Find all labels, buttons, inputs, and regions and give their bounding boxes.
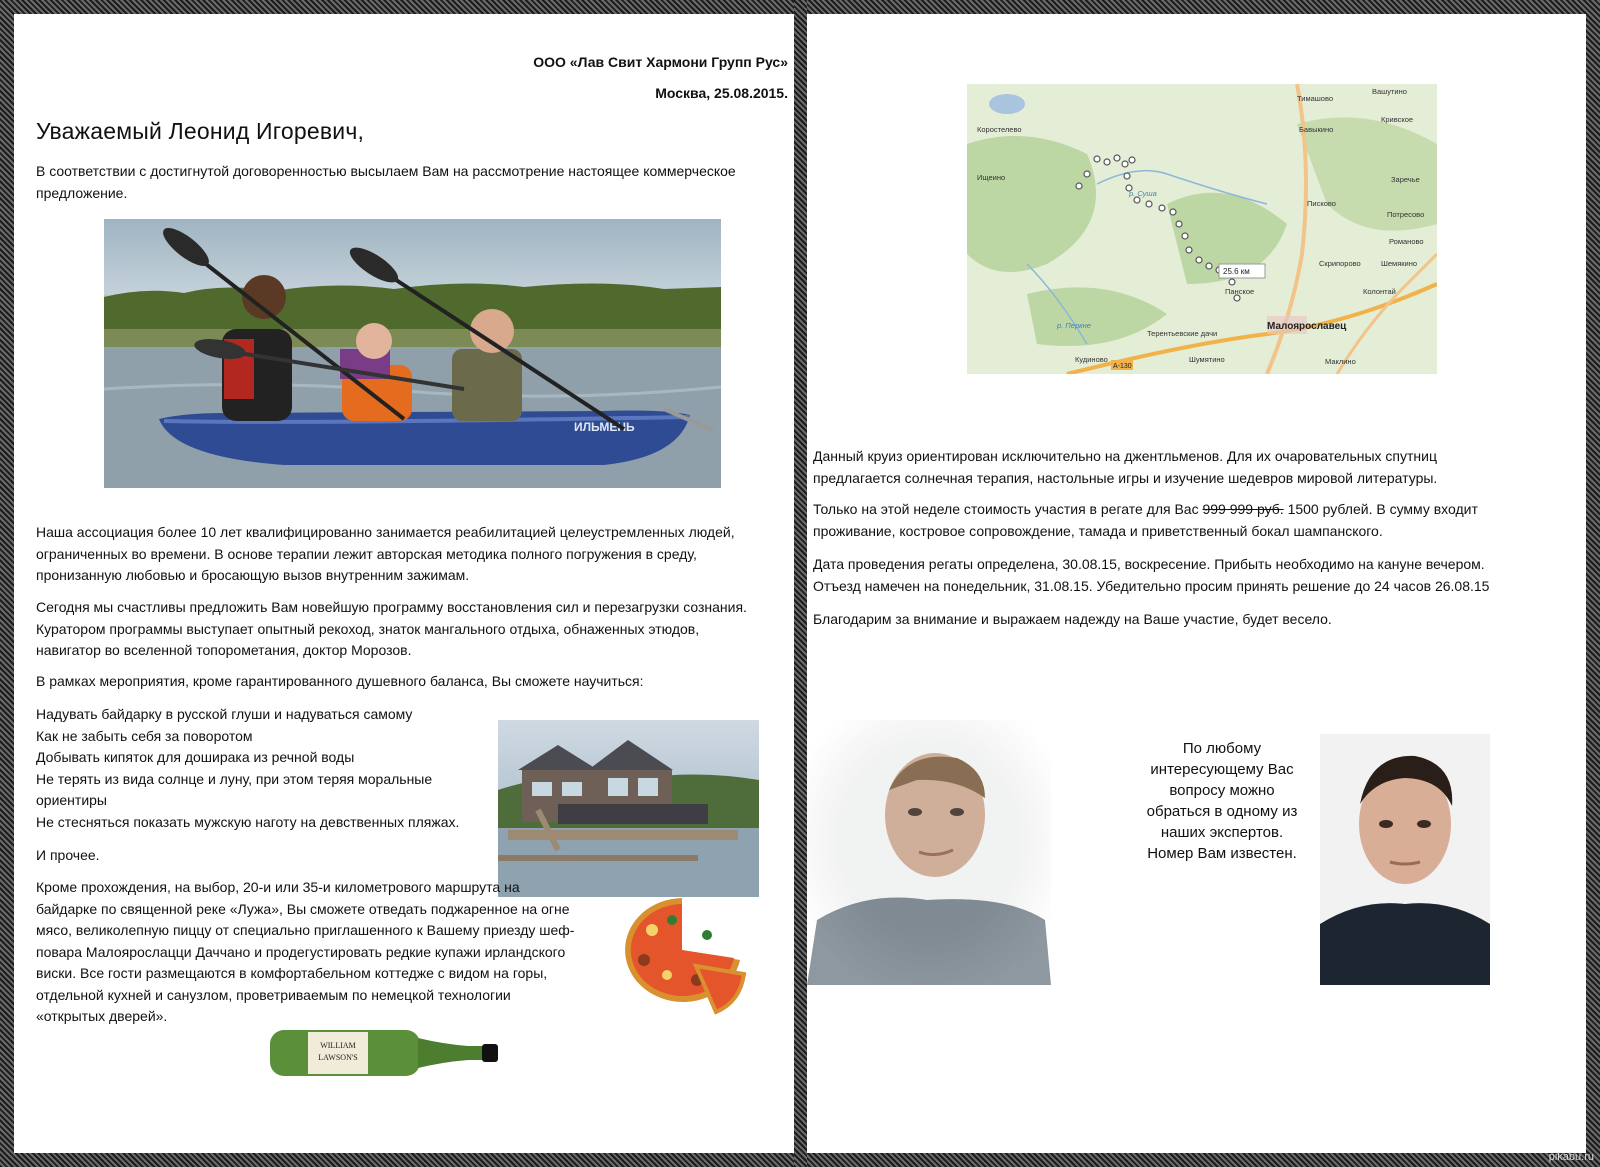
map-label: Колонтай — [1363, 287, 1396, 296]
paragraph-association: Наша ассоциация более 10 лет квалифицированно занимается реабилитацией целеустремленных людей, ограниченных во времени. В основе терапии лежит авторская методика полного погружения в среду, пронизанную любовью и бросающую вызов внутренним зажимам. — [36, 524, 735, 583]
paragraph-learn: В рамках мероприятия, кроме гарантированного душевного баланса, Вы сможете научиться: — [36, 673, 644, 689]
map-label: Маклино — [1325, 357, 1356, 366]
paragraph-date: Дата проведения регаты определена, 30.08.15, воскресение. Прибыть необходимо на кануне вечером. Отъезд намечен на понедельник, 31.08.15. Убедительно просим принять решение до 24 часов 26.08.15 — [813, 556, 1490, 594]
kayak-label: ИЛЬМЕНЬ — [574, 420, 635, 434]
list-item: Не стесняться показать мужскую наготу на девственных пляжах. — [36, 813, 460, 830]
map-distance-label: 25.6 км — [1223, 267, 1250, 276]
map-label: р. Суша — [1129, 189, 1157, 198]
paragraph-cruise: Данный круиз ориентирован исключительно на джентльменов. Для их очаровательных спутниц предлагается солнечная терапия, настольные игры и изучение шедевров мировой литературы. — [813, 448, 1438, 486]
whisky-bottle-image — [268, 1024, 500, 1082]
paragraph-route: Кроме прохождения, на выбор, 20-и или 35-и километрового маршрута на байдарке по священной реке «Лужа», Вы сможете отведать поджаренное на огне мясо, великолепную пиццу от специально приглашенного к Вашему приезду шеф- повара Малоярослацци Даччано и продегустировать редкие купажи ирландского виски. Все гости размещаются в комфортабельном коттедже с видом на горы, отдельной кухней и санузлом, проветриваемым по немецкой технологии «открытых дверей». — [36, 879, 575, 1024]
map-label: Заречье — [1391, 175, 1420, 184]
page-divider — [794, 0, 807, 1167]
map-label: Панское — [1225, 287, 1255, 296]
paragraph-etc: И прочее. — [36, 847, 100, 863]
expert-photo-1 — [807, 720, 1051, 985]
skills-list — [36, 704, 459, 833]
map-label: Писково — [1307, 199, 1336, 208]
paragraph-price: Только на этой неделе стоимость участия в регате для Вас 999 999 руб. 1500 рублей. В сумму входит проживание, костровое сопровождение, тамада и приветственный бокал шампанского. — [813, 501, 1478, 539]
paragraph-thanks: Благодарим за внимание и выражаем надежду на Ваше участие, будет весело. — [813, 611, 1332, 627]
expert-photo-2 — [1320, 734, 1490, 985]
kayak-photo — [104, 219, 721, 488]
list-item: Не терять из вида солнце и луну, при этом теряя моральные — [36, 770, 433, 787]
map-label: Кривское — [1381, 115, 1414, 124]
map-label: Тимашово — [1297, 94, 1334, 103]
company-name: ООО «Лав Свит Хармони Групп Рус» — [533, 54, 788, 70]
map-label: Кудиново — [1075, 355, 1108, 364]
map-label: Шумятино — [1189, 355, 1225, 364]
bottle-label-2: LAWSON'S — [318, 1053, 358, 1062]
map-label: Ищеино — [977, 173, 1006, 182]
map-label: Ромaново — [1389, 237, 1424, 246]
list-item: Надувать байдарку в русской глуши и надуваться самому — [36, 706, 413, 722]
map-label: Вашутино — [1372, 87, 1407, 96]
map-label: Бавыкино — [1299, 125, 1334, 134]
list-item: Как не забыть себя за поворотом — [36, 727, 253, 744]
map-city-label: Малоярославец — [1267, 321, 1347, 332]
map-label: Скрипорово — [1319, 259, 1361, 268]
left-page — [14, 14, 794, 1153]
pizza-image — [612, 890, 752, 1018]
map-label: р. Перкне — [1057, 321, 1091, 330]
map-label: Потресово — [1387, 210, 1425, 219]
contact-note: По любому интересующему Вас вопросу можно обраться в одному из наших экспертов. Номер Вам известен. — [1146, 740, 1298, 862]
list-item: Добывать кипяток для доширака из речной воды — [36, 749, 355, 765]
bottle-label-1: WILLIAM — [320, 1041, 356, 1050]
paragraph-program: Сегодня мы счастливы предложить Вам новейшую программу восстановления сил и перезагрузки сознания. Куратором программы выступает опытный рекоход, знаток мангального отдыха, обнаженных этюдов, навигатор во вселенной топорометания, доктор Морозов. — [36, 599, 747, 658]
old-price: 999 999 руб. — [1202, 501, 1284, 517]
right-page — [807, 14, 1586, 1153]
watermark: pikabu.ru — [1548, 1151, 1594, 1163]
cottage-photo — [498, 720, 759, 897]
greeting: Уважаемый Леонид Игоревич, — [36, 118, 365, 144]
list-item: ориентиры — [36, 792, 107, 808]
route-map — [967, 84, 1437, 374]
place-date: Москва, 25.08.2015. — [655, 85, 788, 101]
intro-paragraph: В соответствии с достигнутой договоренностью высылаем Вам на рассмотрение настоящее коммерческое предложение. — [36, 163, 736, 201]
map-label: Коростелево — [977, 125, 1022, 134]
map-road-label: А-130 — [1113, 363, 1132, 370]
map-label: Шемякино — [1381, 259, 1418, 268]
map-label: Терентьевские дачи — [1147, 329, 1218, 338]
